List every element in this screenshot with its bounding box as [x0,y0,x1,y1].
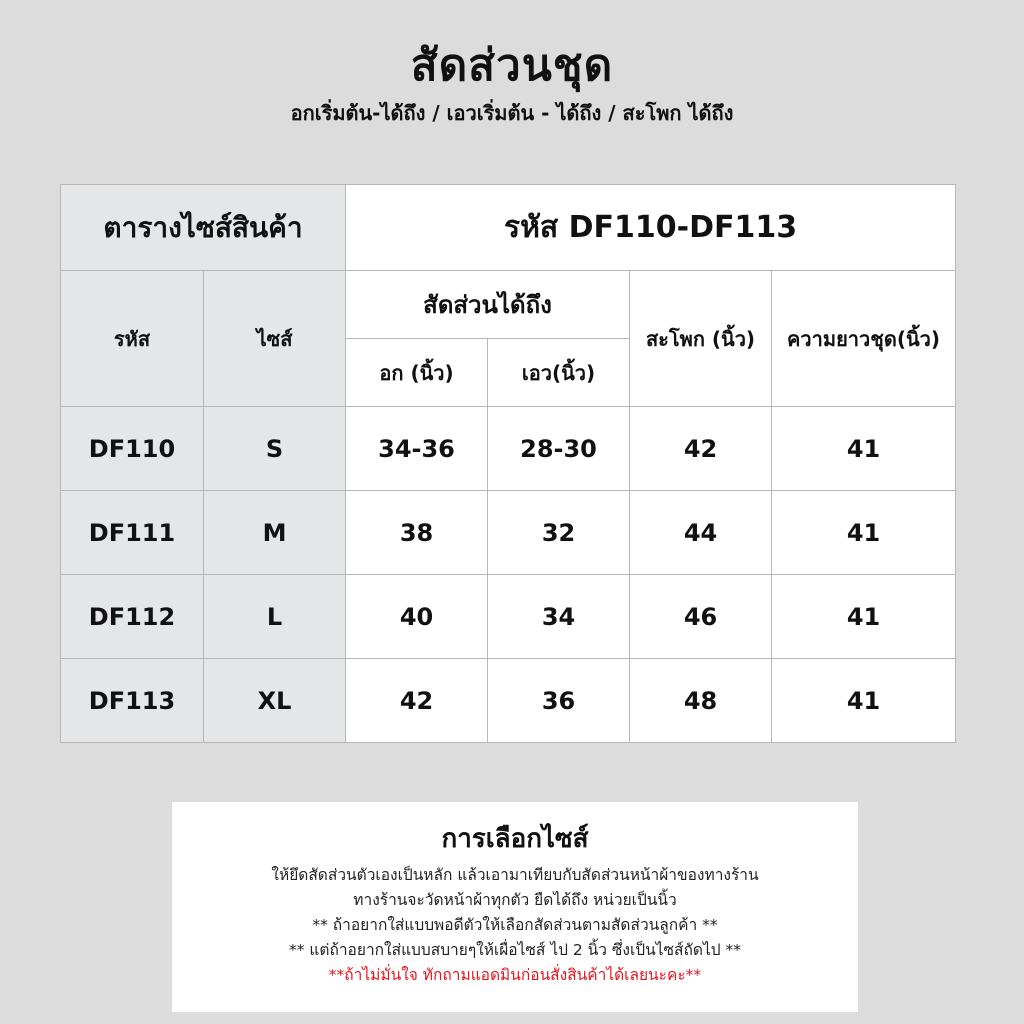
guide-line: ให้ยึดสัดส่วนตัวเองเป็นหลัก แล้วเอามาเทียบกับสัดส่วนหน้าผ้าของทางร้าน [271,866,759,884]
row-code: DF112 [61,575,204,659]
col-header-length: ความยาวชุด(นิ้ว) [772,271,956,407]
row-size: M [204,491,346,575]
row-waist: 28-30 [488,407,630,491]
row-bust: 34-36 [346,407,488,491]
row-waist: 36 [488,659,630,743]
col-header-hip: สะโพก (นิ้ว) [630,271,772,407]
row-hip: 42 [630,407,772,491]
guide-line: ** ถ้าอยากใส่แบบพอดีตัวให้เลือกสัดส่วนตามสัดส่วนลูกค้า ** [312,916,718,934]
row-bust: 40 [346,575,488,659]
row-bust: 42 [346,659,488,743]
col-header-bust: อก (นิ้ว) [346,339,488,407]
row-size: S [204,407,346,491]
table-title: ตารางไซส์สินค้า [61,185,346,271]
row-length: 41 [772,407,956,491]
row-hip: 48 [630,659,772,743]
row-hip: 44 [630,491,772,575]
row-length: 41 [772,659,956,743]
size-table [60,184,956,743]
page-title: สัดส่วนชุด [410,40,614,91]
col-header-size: ไซส์ [204,271,346,407]
guide-line: ** แต่ถ้าอยากใส่แบบสบายๆให้เผื่อไซส์ ไป 2 นิ้ว ซึ่งเป็นไซส์ถัดไป ** [288,941,742,959]
row-bust: 38 [346,491,488,575]
page-subtitle: อกเริ่มต้น-ได้ถึง / เอวเริ่มต้น - ได้ถึง / สะโพก ได้ถึง [290,101,734,125]
row-code: DF113 [61,659,204,743]
row-size: XL [204,659,346,743]
row-hip: 46 [630,575,772,659]
row-size: L [204,575,346,659]
guide-warning: **ถ้าไม่มั่นใจ ทักถามแอดมินก่อนสั่งสินค้าได้เลยนะคะ** [328,966,702,984]
row-waist: 34 [488,575,630,659]
col-header-code: รหัส [61,271,204,407]
guide-line: ทางร้านจะวัดหน้าผ้าทุกตัว ยืดได้ถึง หน่วยเป็นนิ้ว [353,891,677,909]
table-row [61,659,956,743]
size-guide-box [172,802,858,1012]
guide-title: การเลือกไซส์ [441,824,589,854]
table-row [61,407,956,491]
col-header-waist: เอว(นิ้ว) [488,339,630,407]
col-header-proportion: สัดส่วนได้ถึง [346,271,630,339]
row-code: DF111 [61,491,204,575]
row-length: 41 [772,491,956,575]
table-row [61,491,956,575]
product-code-range: รหัส DF110-DF113 [346,185,956,271]
row-length: 41 [772,575,956,659]
table-row [61,575,956,659]
row-code: DF110 [61,407,204,491]
row-waist: 32 [488,491,630,575]
